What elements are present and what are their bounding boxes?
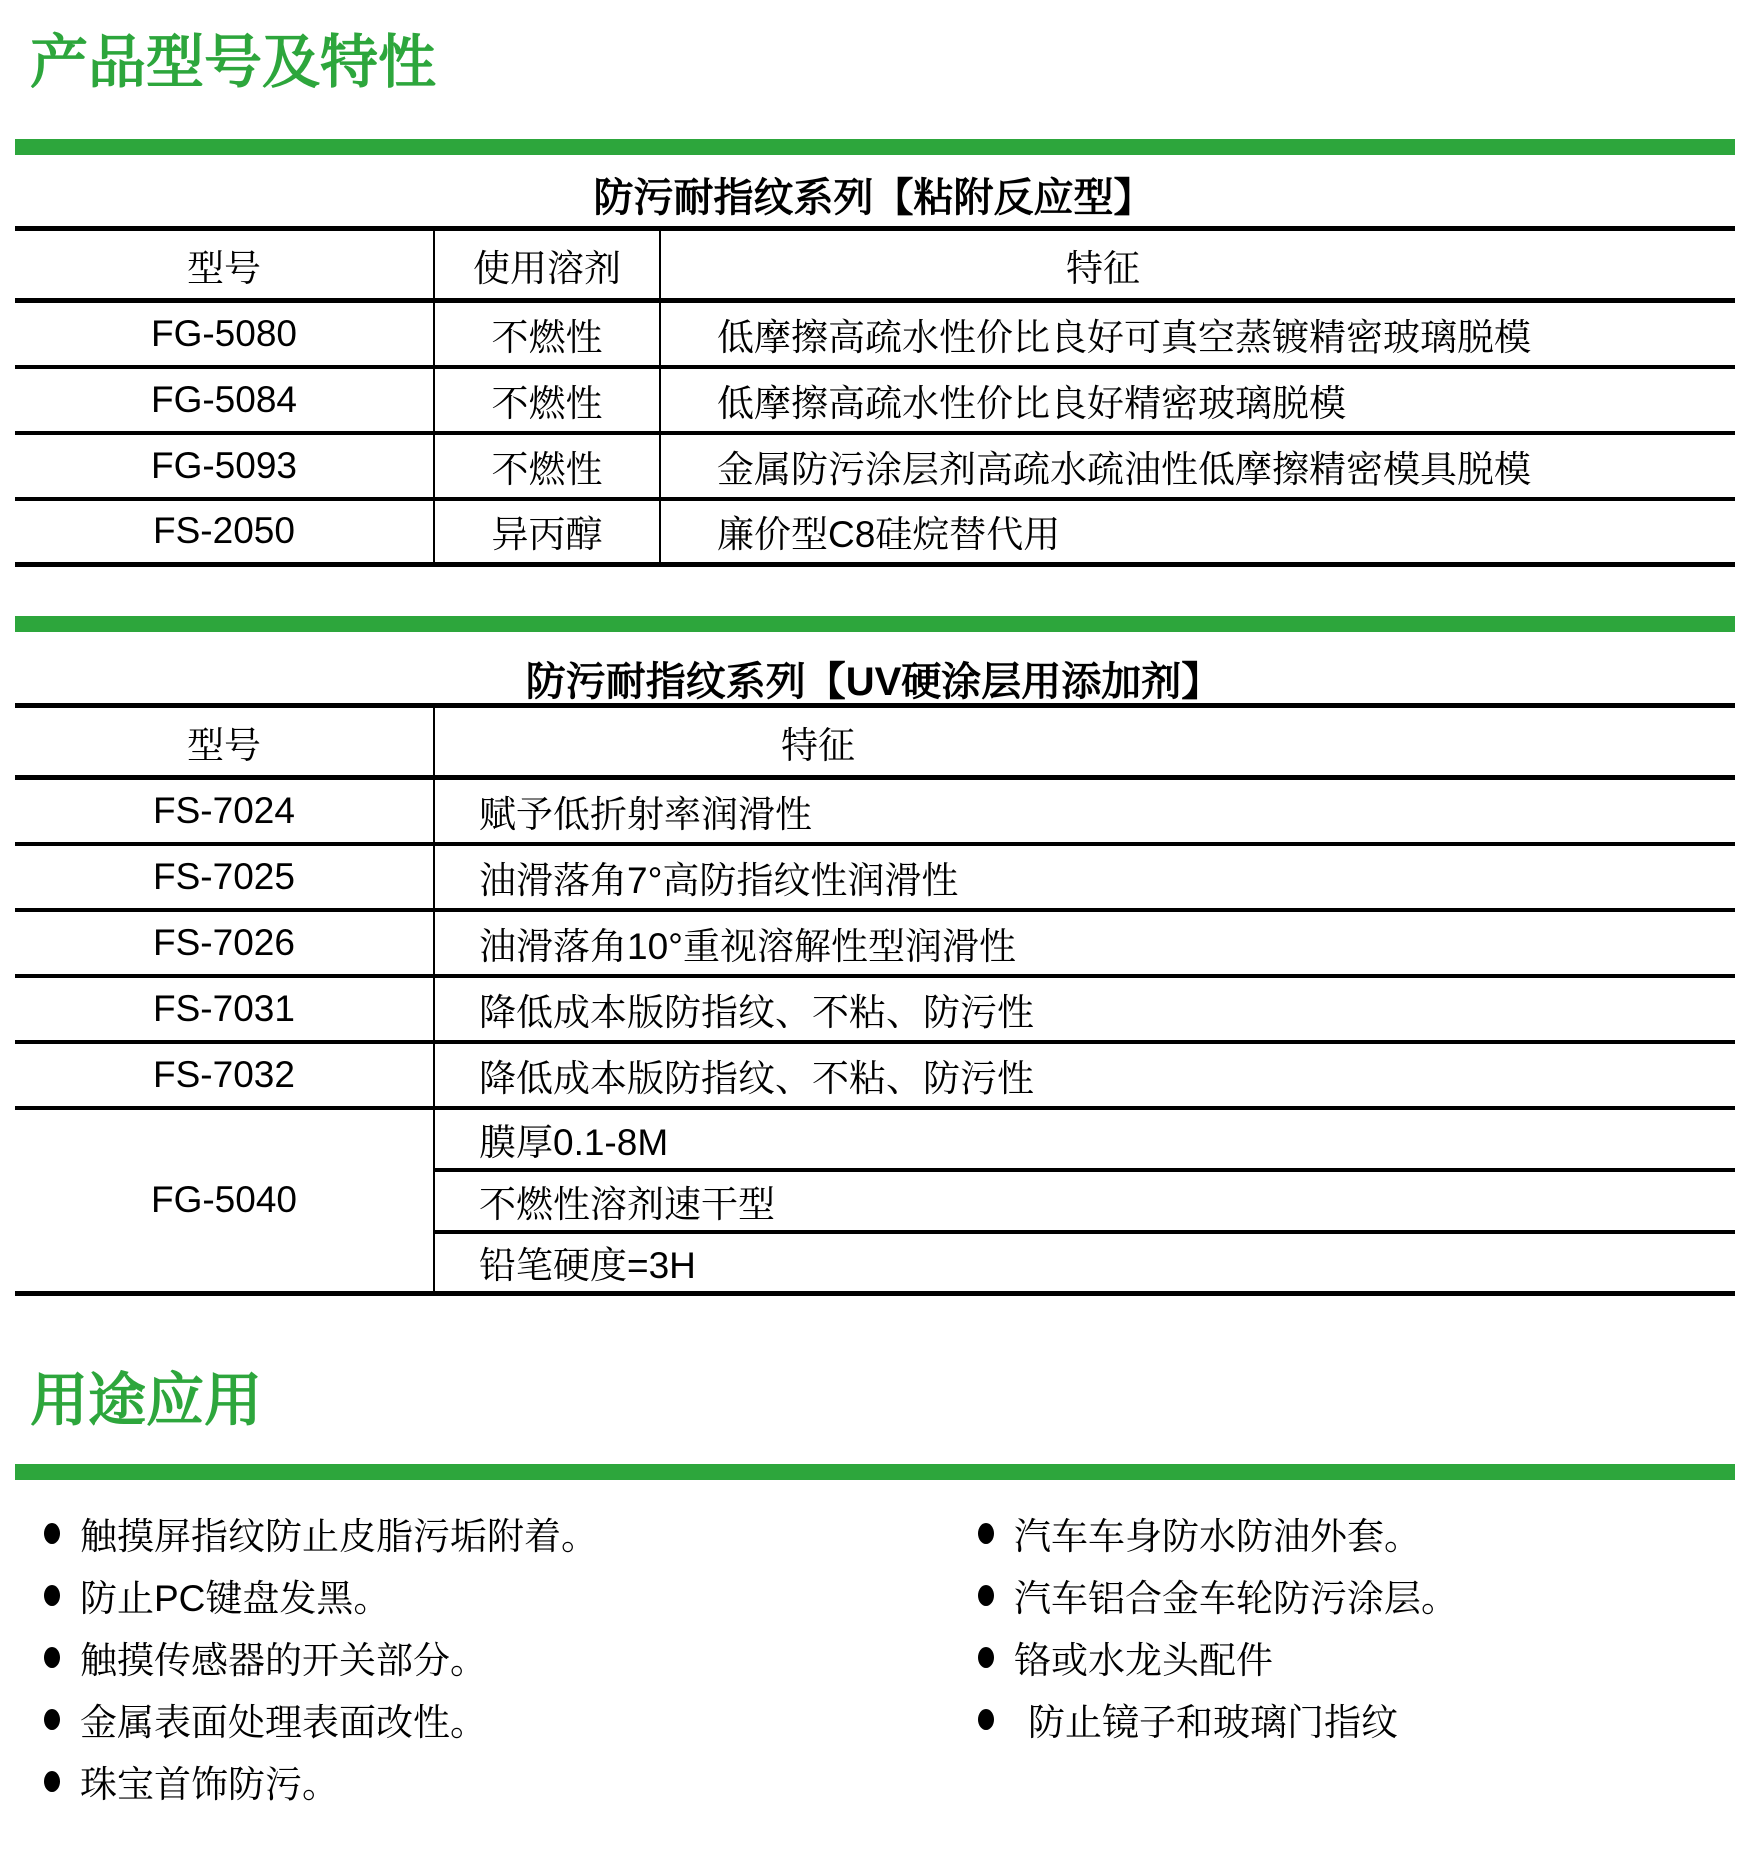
feature-cell: 金属防污涂层剂高疏水疏油性低摩擦精密模具脱模	[660, 433, 1735, 499]
application-text: 防止PC键盘发黑。	[80, 1578, 391, 1619]
feature-cell: 油滑落角7°高防指纹性润滑性	[434, 844, 1735, 910]
model-cell: FS-7026	[15, 910, 434, 976]
application-text: 汽车铝合金车轮防污涂层。	[1014, 1578, 1458, 1619]
green-divider-bar-middle	[15, 616, 1735, 632]
application-text: 触摸传感器的开关部分。	[80, 1640, 487, 1681]
feature-cell: 低摩擦高疏水性价比良好精密玻璃脱模	[660, 367, 1735, 433]
table-row	[15, 1042, 1735, 1108]
col-header-feature: 特征	[434, 706, 1735, 778]
solvent-cell: 不燃性	[434, 367, 660, 433]
table-row-merged-start	[15, 1108, 1735, 1170]
green-divider-bar-bottom	[15, 1464, 1735, 1480]
model-cell: FS-7032	[15, 1042, 434, 1108]
section-heading-applications: 用途应用	[30, 1368, 263, 1433]
feature-cell: 降低成本版防指纹、不粘、防污性	[434, 976, 1735, 1042]
table-adhesion-reactive-series	[15, 226, 1735, 567]
col-header-feature: 特征	[660, 229, 1735, 301]
application-item	[978, 1626, 1458, 1688]
col-header-model: 型号	[15, 229, 434, 301]
application-item	[44, 1564, 598, 1626]
application-item	[44, 1688, 598, 1750]
table2-header-row	[15, 706, 1735, 778]
application-item	[44, 1750, 598, 1812]
table2-title: 防污耐指纹系列【UV硬涂层用添加剂】	[525, 660, 1222, 704]
model-cell: FS-7024	[15, 778, 434, 844]
feature-cell: 不燃性溶剂速干型	[434, 1170, 1735, 1232]
application-text: 防止镜子和玻璃门指纹	[1028, 1702, 1398, 1743]
table1-title: 防污耐指纹系列【粘附反应型】	[593, 176, 1154, 220]
application-item	[978, 1502, 1458, 1564]
feature-cell: 铅笔硬度=3H	[434, 1232, 1735, 1294]
table-row	[15, 433, 1735, 499]
model-cell: FG-5093	[15, 433, 434, 499]
green-divider-bar-top	[15, 139, 1735, 155]
model-cell: FS-2050	[15, 499, 434, 565]
table-row	[15, 301, 1735, 367]
feature-cell: 膜厚0.1-8M	[434, 1108, 1735, 1170]
application-item	[978, 1688, 1458, 1750]
model-cell: FS-7025	[15, 844, 434, 910]
applications-list-left	[44, 1502, 598, 1812]
feature-cell: 降低成本版防指纹、不粘、防污性	[434, 1042, 1735, 1108]
table1-header-row	[15, 229, 1735, 301]
applications-list-right	[978, 1502, 1458, 1750]
table-row	[15, 778, 1735, 844]
table-uv-hardcoat-additive-series	[15, 703, 1735, 1296]
feature-cell: 油滑落角10°重视溶解性型润滑性	[434, 910, 1735, 976]
col-header-model: 型号	[15, 706, 434, 778]
solvent-cell: 不燃性	[434, 433, 660, 499]
table-row	[15, 367, 1735, 433]
feature-cell: 赋予低折射率润滑性	[434, 778, 1735, 844]
application-text: 珠宝首饰防污。	[80, 1764, 339, 1805]
application-text: 汽车车身防水防油外套。	[1014, 1516, 1421, 1557]
bullet-icon	[44, 1523, 60, 1544]
solvent-cell: 不燃性	[434, 301, 660, 367]
bullet-icon	[978, 1709, 994, 1730]
application-text: 铬或水龙头配件	[1014, 1640, 1273, 1681]
bullet-icon	[44, 1709, 60, 1730]
bullet-icon	[44, 1585, 60, 1606]
solvent-cell: 异丙醇	[434, 499, 660, 565]
application-text: 触摸屏指纹防止皮脂污垢附着。	[80, 1516, 598, 1557]
feature-cell: 廉价型C8硅烷替代用	[660, 499, 1735, 565]
bullet-icon	[978, 1523, 994, 1544]
section-heading-products: 产品型号及特性	[30, 30, 437, 95]
table-row	[15, 976, 1735, 1042]
bullet-icon	[44, 1771, 60, 1792]
table-row	[15, 910, 1735, 976]
model-cell: FG-5084	[15, 367, 434, 433]
application-item	[978, 1564, 1458, 1626]
bullet-icon	[978, 1647, 994, 1668]
col-header-solvent: 使用溶剂	[434, 229, 660, 301]
feature-cell: 低摩擦高疏水性价比良好可真空蒸镀精密玻璃脱模	[660, 301, 1735, 367]
bullet-icon	[978, 1585, 994, 1606]
model-cell: FG-5080	[15, 301, 434, 367]
application-item	[44, 1502, 598, 1564]
table-row	[15, 844, 1735, 910]
bullet-icon	[44, 1647, 60, 1668]
application-text: 金属表面处理表面改性。	[80, 1702, 487, 1743]
table-row	[15, 499, 1735, 565]
model-cell: FS-7031	[15, 976, 434, 1042]
model-cell-merged: FG-5040	[15, 1108, 434, 1294]
application-item	[44, 1626, 598, 1688]
